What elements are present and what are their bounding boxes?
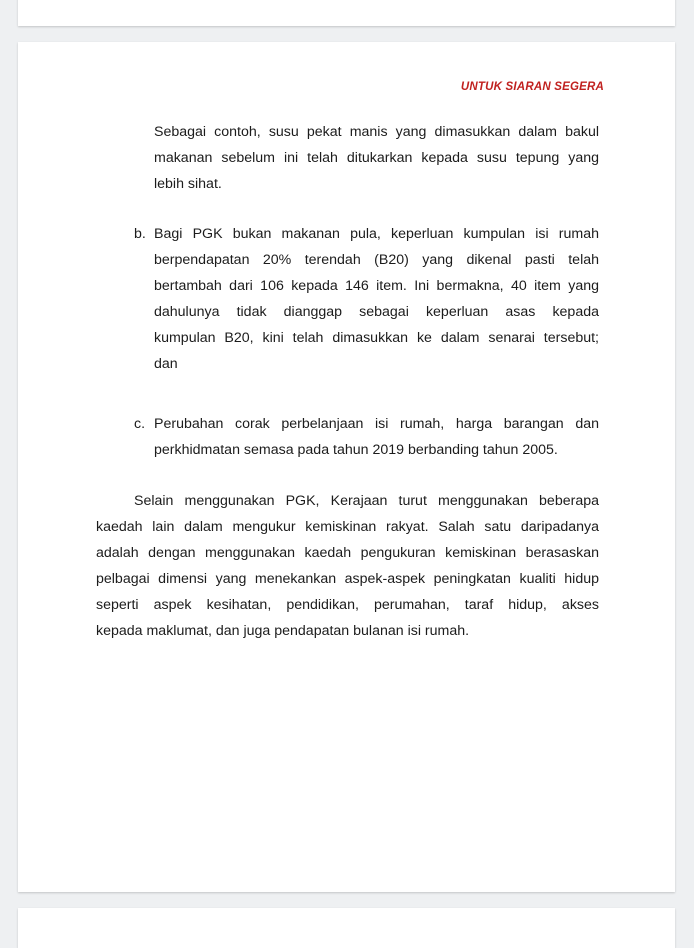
text-line: pelbagai dimensi yang menekankan aspek-aspek peningkatan kualiti hidup (96, 571, 599, 587)
text-line: bertambah dari 106 kepada 146 item. Ini bermakna, 40 item yang (154, 278, 599, 294)
list-item-label-c: c. (134, 416, 146, 432)
text-line: lebih sihat. (154, 176, 222, 192)
intro-paragraph (154, 119, 599, 197)
text-line: dan (154, 356, 178, 372)
text-line: berpendapatan 20% terendah (B20) yang dikenal pasti telah (154, 252, 599, 268)
text-line: makanan sebelum ini telah ditukarkan kepada susu tepung yang (154, 150, 599, 166)
press-release-label: UNTUK SIARAN SEGERA (460, 81, 604, 93)
text-line: perkhidmatan semasa pada tahun 2019 berbanding tahun 2005. (154, 442, 558, 458)
text-line: kumpulan B20, kini telah dimasukkan ke dalam senarai tersebut; (154, 330, 599, 346)
list-item-c-text (154, 411, 599, 463)
text-line: dahulunya tidak dianggap sebagai keperluan asas kepada (154, 304, 599, 320)
text-line: seperti aspek kesihatan, pendidikan, perumahan, taraf hidup, akses (96, 597, 599, 613)
list-item-b-text (154, 221, 599, 377)
text-line: kepada maklumat, dan juga pendapatan bulanan isi rumah. (96, 623, 470, 639)
text-line: Selain menggunakan PGK, Kerajaan turut menggunakan beberapa (134, 493, 599, 509)
text-line: Perubahan corak perbelanjaan isi rumah, harga barangan dan (154, 416, 599, 432)
text-line: kaedah lain dalam mengukur kemiskinan rakyat. Salah satu daripadanya (96, 519, 599, 535)
text-line: Sebagai contoh, susu pekat manis yang dimasukkan dalam bakul (154, 124, 599, 140)
text-line: Bagi PGK bukan makanan pula, keperluan kumpulan isi rumah (154, 226, 599, 242)
previous-page (18, 0, 675, 26)
list-item-label-b: b. (134, 226, 146, 242)
next-page (18, 908, 675, 948)
text-line: adalah dengan menggunakan kaedah pengukuran kemiskinan berasaskan (96, 545, 599, 561)
closing-paragraph (96, 488, 599, 644)
